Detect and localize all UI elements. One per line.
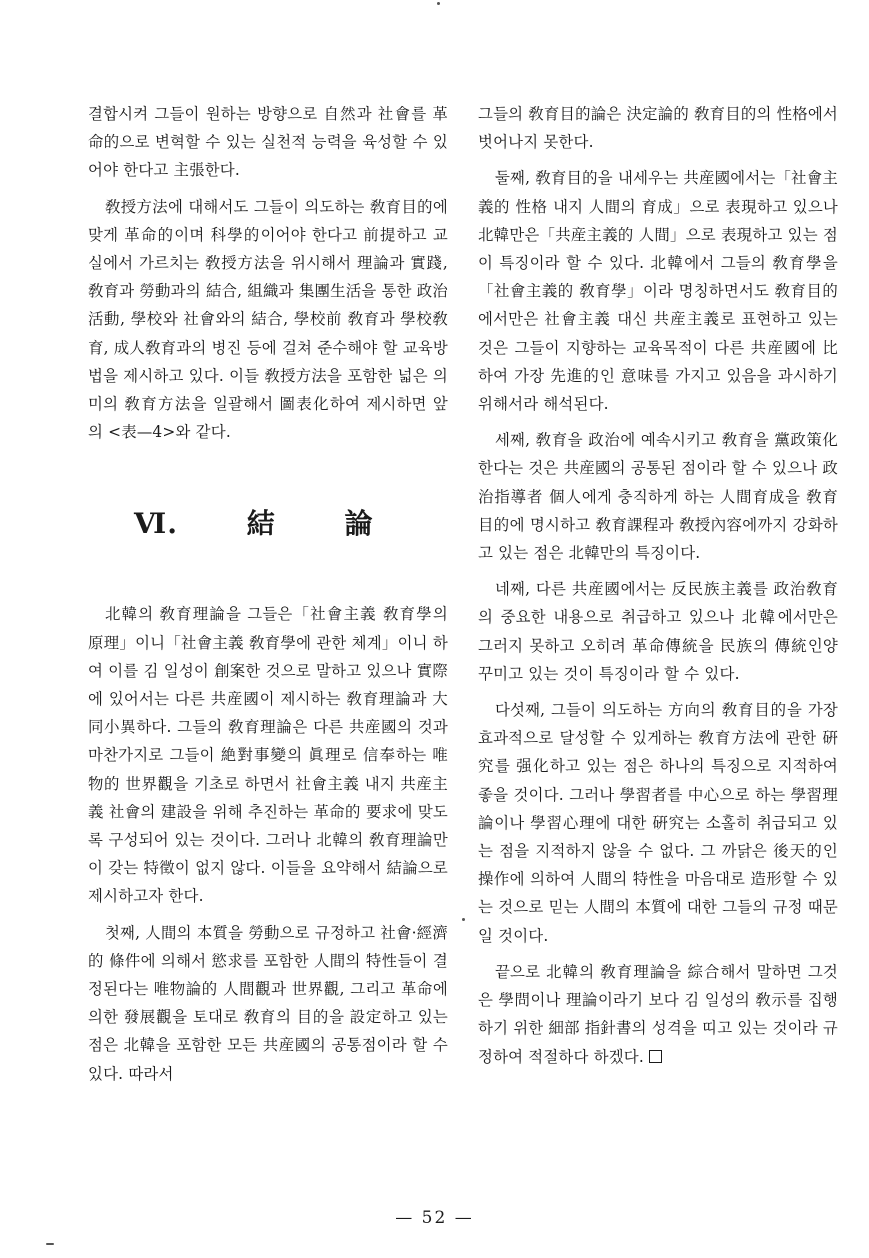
right-column — [478, 100, 838, 1079]
page-number: — 52 — — [395, 1208, 474, 1228]
paragraph-teaching-methods: 敎授方法에 대해서도 그들이 의도하는 敎育目的에 맞게 革命的이며 科學的이어야 한다고 前提하고 교실에서 가르치는 敎授方法을 위시해서 理論과 實踐, 敎育과 勞動과의 結合, 組織과 集團生活을 통한 政治活動, 學校와 社會와의 結合, 學校前 敎育과 學校敎育, 成人敎育과의 병진 등에 걸쳐 준수해야 할 교육방법을 제시하고 있다. 이들 敎授方法을 포함한 넓은 의미의 敎育方法을 일괄해서 圖表化하여 제시하면 앞의 <表—4>와 같다. — [88, 197, 448, 442]
scan-speck — [437, 2, 440, 5]
scan-speck — [462, 918, 465, 921]
paragraph-fifth-point: 다섯째, 그들이 의도하는 方向의 敎育目的을 가장 효과적으로 달성할 수 있게하는 敎育方法에 관한 硏究를 强化하고 있는 점은 하나의 특징으로 지적하여 좋을 것이다. 그러나 學習者를 中心으로 하는 學習理論이나 學習心理에 대한 硏究는 소홀히 취급되고 있는 점을 지적하지 않을 수 없다. 그 까닭은 後天的인 操作에 의하여 人間의 特性을 마음대로 造形할 수 있는 것으로 믿는 人間의 本質에 대한 그들의 규정 때문일 것이다. — [478, 701, 838, 945]
end-of-article-mark — [649, 1050, 662, 1063]
scan-speck — [46, 1243, 54, 1245]
paragraph-continuation: 결합시켜 그들이 원하는 방향으로 自然과 社會를 革命的으로 변혁할 수 있는 실천적 능력을 육성할 수 있어야 한다고 主張한다. — [88, 105, 448, 180]
paragraph-final-point — [478, 958, 838, 1071]
paragraph-first-point: 첫째, 人間의 本質을 勞動으로 규정하고 社會·經濟的 條件에 의해서 慾求를 포함한 人間의 特性들이 결정된다는 唯物論的 人間觀과 世界觀, 그리고 革命에 의한 發展觀을 토대로 敎育의 目的을 設定하고 있는 점은 北韓을 포함한 모든 共産國의 공통점이라 할 수 있다. 따라서 — [88, 923, 448, 1083]
paragraph-second-point: 둘째, 敎育目的을 내세우는 共産國에서는「社會主義的 性格 내지 人間의 育成」으로 表現하고 있으나 北韓만은「共産主義的 人間」으로 表現하고 있는 점이 특징이라 할 수 있다. 北韓에서 그들의 敎育學을「社會主義的 敎育學」이라 명칭하면서도 敎育目的에서만은 社會主義 대신 共産主義로 표현하고 있는 것은 그들이 지향하는 교육목적이 다른 共産國에 比하여 가장 先進的인 意味를 가지고 있음을 과시하기 위해서라 해석된다. — [478, 169, 838, 414]
section-heading-conclusion: Ⅵ. 結 論 — [134, 507, 374, 541]
final-point-text: 끝으로 北韓의 敎育理論을 綜合해서 말하면 그것은 學問이나 理論이라기 보다 김 일성의 敎示를 집행하기 위한 細部 指針書의 성격을 띠고 있는 것이라 규정하여 적절하다 하겠다. — [478, 962, 838, 1066]
left-column — [88, 100, 448, 1096]
paragraph-conclusion-intro: 北韓의 敎育理論을 그들은「社會主義 敎育學의 原理」이니「社會主義 敎育學에 관한 체계」이니 하여 이를 김 일성이 創案한 것으로 말하고 있으나 實際에 있어서는 다른 共産國이 제시하는 敎育理論과 大同小異하다. 그들의 敎育理論은 다른 共産國의 것과 마찬가지로 그들이 絶對事變의 眞理로 信奉하는 唯物的 世界觀을 기초로 하면서 社會主義 내지 共産主義 社會의 建設을 위해 추진하는 革命的 要求에 맞도록 구성되어 있는 것이다. 그러나 北韓의 敎育理論만이 갖는 特徵이 없지 않다. 이들을 요약해서 結論으로 제시하고자 한다. — [88, 605, 448, 906]
paragraph-first-point-continued: 그들의 敎育目的論은 決定論的 敎育目的의 性格에서 벗어나지 못한다. — [478, 105, 838, 152]
paragraph-third-point: 세째, 敎育을 政治에 예속시키고 敎育을 黨政策化한다는 것은 共産國의 공통된 점이라 할 수 있으나 政治指導者 個人에게 충직하게 하는 人間育成을 敎育目的에 명시하고 敎育課程과 敎授內容에까지 강화하고 있는 점은 北韓만의 특징이다. — [478, 431, 838, 563]
paragraph-fourth-point: 네째, 다른 共産國에서는 反民族主義를 政治敎育의 중요한 내용으로 취급하고 있으나 北韓에서만은 그러지 못하고 오히려 革命傳統을 民族의 傳統인양 꾸미고 있는 것이 특징이라 할 수 있다. — [478, 580, 838, 683]
